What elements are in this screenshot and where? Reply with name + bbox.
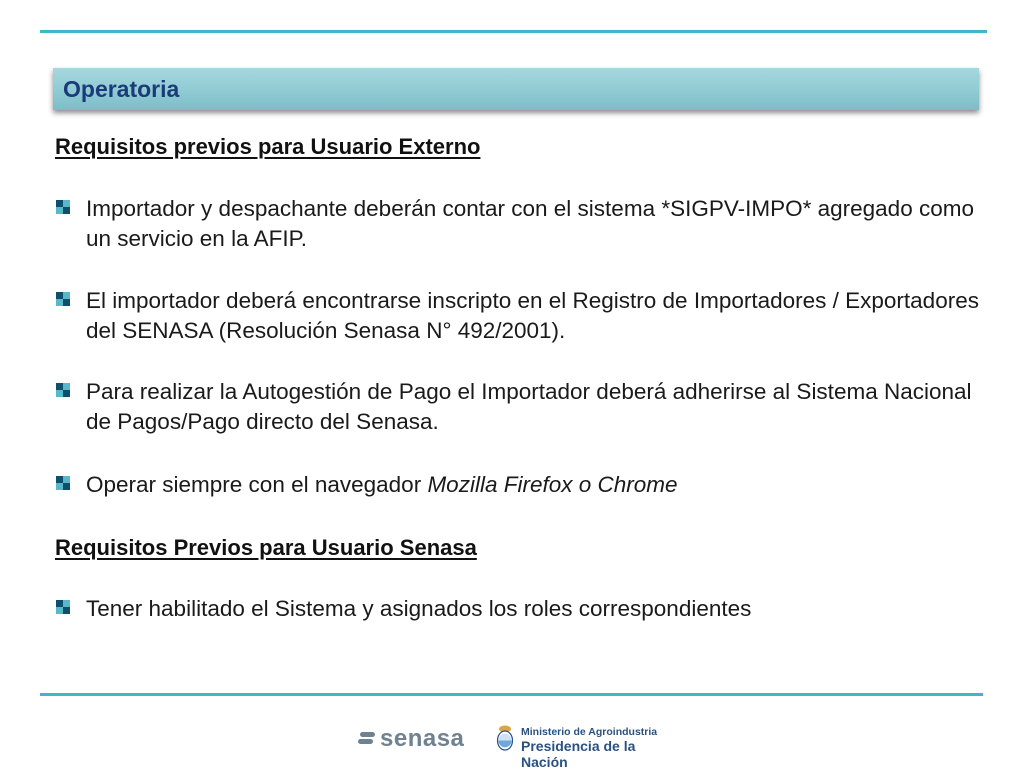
browser-names: Mozilla Firefox o Chrome [427, 472, 678, 497]
senasa-mark-icon [358, 730, 376, 746]
ministry-logo [494, 722, 674, 770]
list-item-text: Importador y despachante deberán contar con el sistema *SIGPV-IMPO* agregado como un servicio en la AFIP. [86, 196, 974, 251]
list-item-text: Tener habilitado el Sistema y asignados los roles correspondientes [86, 596, 752, 621]
bullet-icon [56, 383, 70, 397]
list-item-text: El importador deberá encontrarse inscripto en el Registro de Importadores / Exportadores del SENASA (Resolución Senasa N° 492/2001). [86, 288, 979, 343]
external-user-heading: Requisitos previos para Usuario Externo [55, 134, 481, 159]
senasa-logo-text: senasa [380, 725, 465, 752]
senasa-logo [358, 722, 468, 756]
bullet-icon [56, 200, 70, 214]
bullet-icon [56, 476, 70, 490]
bullet-icon [56, 292, 70, 306]
bullet-icon [56, 600, 70, 614]
section-title: Operatoria [63, 76, 180, 102]
ministry-line-2: Presidencia de la Nación [521, 738, 636, 770]
list-item-text: Para realizar la Autogestión de Pago el Importador deberá adherirse al Sistema Nacional de Pagos/Pago directo del Senasa. [86, 379, 972, 434]
senasa-user-heading: Requisitos Previos para Usuario Senasa [55, 535, 477, 560]
list-item-text [86, 470, 986, 500]
ministry-line-1: Ministerio de Agroindustria [521, 726, 658, 738]
section-header-bar [53, 68, 979, 110]
list-item-text-prefix: Operar siempre con el navegador [86, 472, 428, 497]
coat-of-arms-icon [496, 725, 514, 751]
top-divider [40, 30, 987, 33]
bottom-divider [40, 693, 983, 696]
